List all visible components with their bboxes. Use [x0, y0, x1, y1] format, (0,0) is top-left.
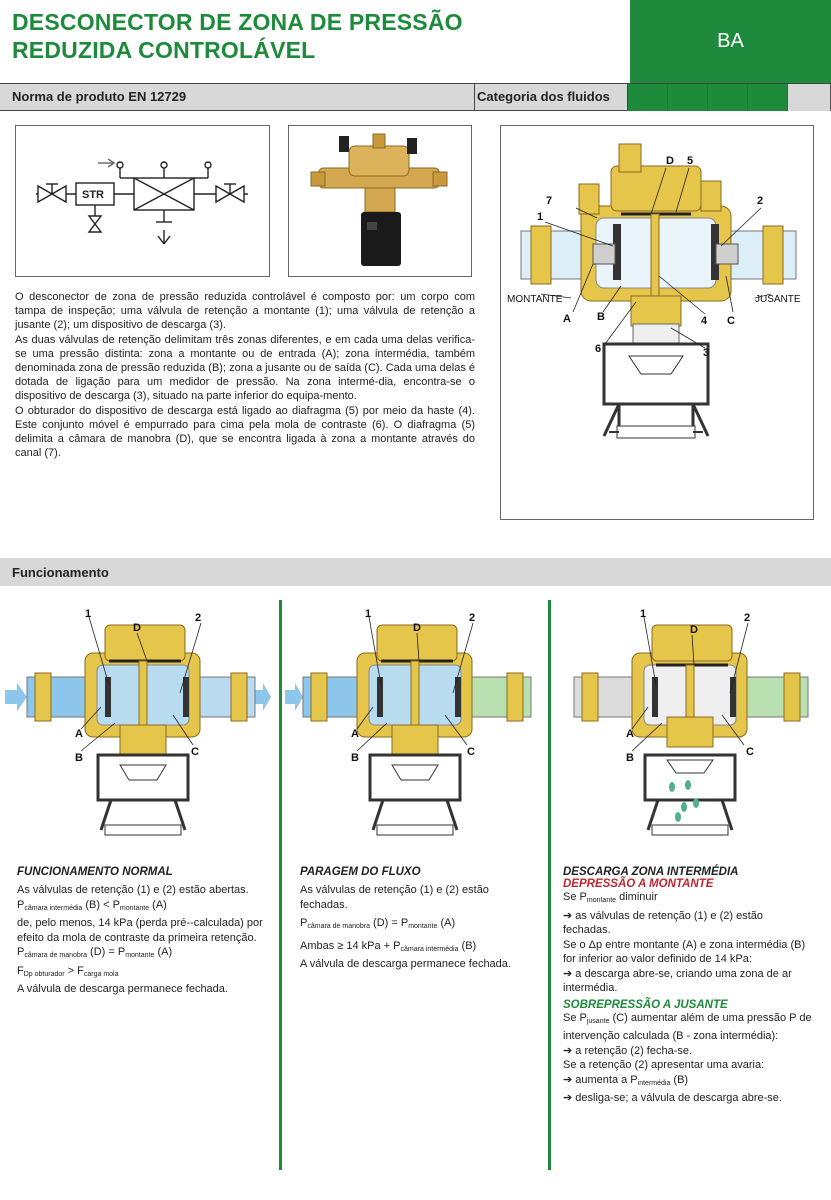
- col3-subtitle-sobrepressao: SOBREPRESSÃO A JUSANTE: [563, 998, 728, 1011]
- column-normal: [17, 866, 272, 997]
- page-title: [12, 8, 463, 64]
- d1-label-1: 1: [85, 608, 92, 620]
- col1-formula3: $F_{Dp obturador} > F_{carga mola}$: [17, 964, 119, 978]
- norm-separator: [474, 84, 475, 111]
- col2-line1: As válvulas de retenção (1) e (2) estão fechadas.: [300, 884, 489, 911]
- d1-label-a: A: [75, 728, 83, 740]
- section-label-6: 6: [595, 343, 602, 355]
- d3-label-a: A: [626, 728, 634, 740]
- intro-text: [15, 290, 475, 460]
- d3-label-d: D: [690, 624, 698, 636]
- column-divider-1: [279, 600, 282, 1170]
- section-label-d: D: [666, 155, 674, 167]
- d3-label-2: 2: [744, 612, 751, 624]
- category-box-4: [748, 84, 788, 111]
- col2-title: PARAGEM DO FLUXO: [300, 866, 421, 878]
- category-box-5: [788, 84, 831, 111]
- intro-paragraph-1: O desconector de zona de pressão reduzida controlável é composto por: um corpo com tampa de inspeção; uma válvula de retenção a montante (1); uma válvula de retenção a jusante (2); um dispositivo de descarga (3).: [15, 291, 475, 332]
- d1-label-d: D: [133, 622, 141, 634]
- intro-paragraph-2: As duas válvulas de retenção delimitam três zonas diferentes, e em cada uma delas verifica-se uma pressão distinta: zona a montante ou de entrada (A); zona intermédia, também denominada zona de pressão reduzida (B); zona a jusante ou de saída (C). Cada uma delas é dotada de ligação para um medidor de pressão. Na zona intermé-dia, encontra-se o dispositivo de descarga (3), situado na parte inferior do equipa-mento.: [15, 333, 475, 403]
- col3-line7: Se a retenção (2) apresentar uma avaria:: [563, 1059, 765, 1071]
- str-label: STR: [82, 189, 104, 201]
- schematic-symbol: [16, 126, 269, 276]
- col1-line1: As válvulas de retenção (1) e (2) estão abertas.: [17, 884, 249, 896]
- col1-formula2: $P_{câmara de manobra}$ $(D) = P_{montante}$ (A): [17, 946, 173, 959]
- diagram-paragem: [285, 605, 543, 850]
- section-diagram-frame: [500, 125, 814, 520]
- product-photo-frame: [288, 125, 472, 277]
- title-line-1: DESCONECTOR DE ZONA DE PRESSÃO: [12, 9, 463, 35]
- section-label-a: A: [563, 313, 571, 325]
- col3-line6: ➔ a retenção (2) fecha-se.: [563, 1044, 693, 1057]
- col2-line3: A válvula de descarga permanece fechada.: [300, 958, 511, 970]
- col3-title: DESCARGA ZONA INTERMÉDIA: [563, 866, 739, 878]
- col3-line4: ➔ a descarga abre-se, criando uma zona de ar intermédia.: [563, 967, 792, 994]
- column-descarga: [563, 866, 813, 1106]
- col3-line9: ➔ desliga-se; a válvula de descarga abre-se.: [563, 1092, 782, 1104]
- d2-label-b: B: [351, 752, 359, 764]
- title-line-2: REDUZIDA CONTROLÁVEL: [12, 37, 316, 63]
- section-label-2: 2: [757, 195, 764, 207]
- col3-line8: ➔ aumenta a $P_{intermédia}$ (B): [563, 1073, 689, 1087]
- col1-line3: A válvula de descarga permanece fechada.: [17, 983, 228, 995]
- col1-formula1: $P_{câmara intermédia}$ $(B) < P_{montante}$ (A): [17, 898, 167, 912]
- section-label-b: B: [597, 311, 605, 323]
- section-label-5: 5: [687, 155, 694, 167]
- col2-formula2: Ambas ≥ 14 kPa + $P_{câmara intermédia}$ (B): [300, 939, 477, 953]
- col2-formula1: $P_{câmara de manobra}$ $(D) = P_{montante}$ (A): [300, 917, 456, 930]
- column-paragem: [300, 866, 530, 972]
- col3-line1: Se $P_{montante}$ diminuir: [563, 891, 658, 904]
- category-label: Categoria dos fluidos: [477, 89, 610, 104]
- col1-line2: de, pelo menos, 14 kPa (perda pré--calculada) por efeito da mola de contraste da primeira retenção.: [17, 917, 263, 944]
- section-diagram: [501, 126, 813, 519]
- d3-label-b: B: [626, 752, 634, 764]
- d2-label-d: D: [413, 622, 421, 634]
- col1-title: FUNCIONAMENTO NORMAL: [17, 866, 173, 878]
- d2-label-a: A: [351, 728, 359, 740]
- section-label-7: 7: [546, 195, 553, 207]
- d2-label-1: 1: [365, 608, 372, 620]
- d2-label-2: 2: [469, 612, 476, 624]
- section-label-3: 3: [703, 347, 710, 359]
- d1-label-c: C: [191, 746, 199, 758]
- intro-paragraph-3: O obturador do dispositivo de descarga está ligado ao diafragma (5) por meio da haste (4). Este conjunto móvel é empurrado para cima pela mola de contraste (6). O diafragma (5) delimita a câmara de manobra (D), que se encontra ligada à zona a montante através do canal (7).: [15, 404, 475, 460]
- section-label-4: 4: [701, 315, 708, 327]
- funcionamento-label: Funcionamento: [12, 565, 109, 580]
- diagram-normal: [5, 605, 273, 850]
- norm-label: Norma de produto EN 12729: [12, 89, 187, 104]
- schematic-frame: [15, 125, 270, 277]
- category-box-1: [628, 84, 668, 111]
- section-label-c: C: [727, 315, 735, 327]
- section-label-1: 1: [537, 211, 544, 223]
- section-label-montante: MONTANTE: [507, 294, 563, 305]
- d1-label-2: 2: [195, 612, 202, 624]
- col3-subtitle-depressao: DEPRESSÃO A MONTANTE: [563, 878, 714, 890]
- d3-label-c: C: [746, 746, 754, 758]
- category-box-2: [668, 84, 708, 111]
- col3-line3: Se o Δp entre montante (A) e zona intermédia (B) for inferior ao valor definido de 14 kPa:: [563, 938, 806, 965]
- category-badge: BA: [630, 0, 831, 83]
- funcionamento-bar: [0, 558, 831, 586]
- product-photo: [289, 126, 471, 276]
- col3-line2: ➔ as válvulas de retenção (1) e (2) estão fechadas.: [563, 909, 763, 936]
- column-divider-2: [548, 600, 551, 1170]
- diagram-descarga: [560, 605, 820, 850]
- col3-line5: Se $P_{jusante}$ (C) aumentar além de uma pressão P de intervenção calculada (B - zona intermédia):: [563, 1011, 812, 1042]
- d3-label-1: 1: [640, 608, 647, 620]
- d1-label-b: B: [75, 752, 83, 764]
- d2-label-c: C: [467, 746, 475, 758]
- section-label-jusante: JUSANTE: [755, 294, 801, 305]
- category-box-3: [708, 84, 748, 111]
